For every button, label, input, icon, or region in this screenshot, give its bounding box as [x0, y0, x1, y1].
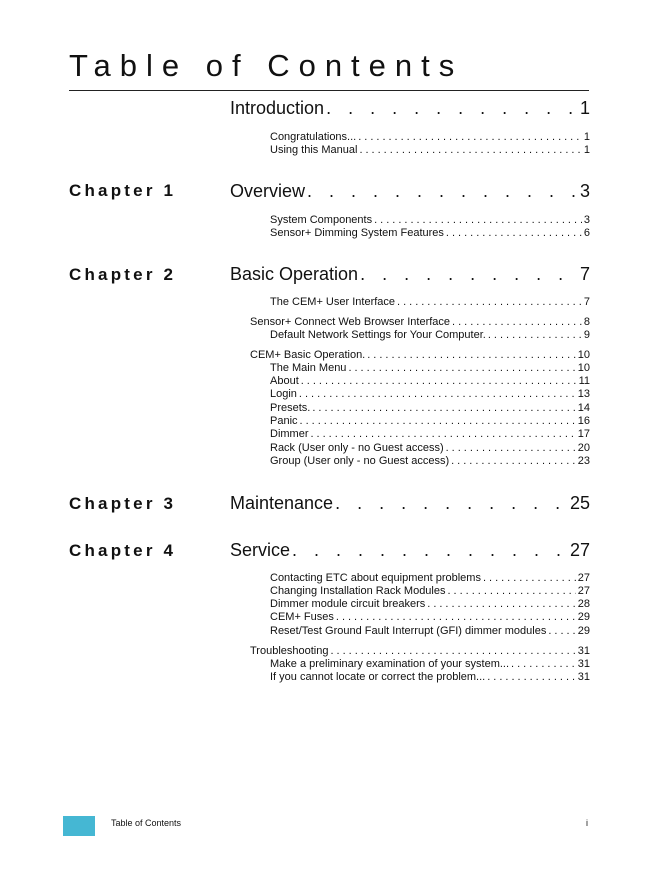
page-number: 31: [577, 671, 590, 683]
entry-title: The CEM+ User Interface: [270, 296, 396, 308]
toc-entry[interactable]: [250, 349, 590, 361]
dot-leader: [374, 214, 582, 226]
page-number: 8: [583, 316, 590, 328]
page-number: 1: [583, 144, 590, 156]
dot-leader: [360, 264, 578, 285]
entry-title: Group (User only - no Guest access): [270, 455, 450, 467]
page-number: 7: [583, 296, 590, 308]
toc-entry[interactable]: [270, 598, 590, 610]
dot-leader: [358, 131, 582, 143]
page-number: 6: [583, 227, 590, 239]
page-number: 10: [577, 349, 590, 361]
toc-entry[interactable]: [270, 388, 590, 400]
toc-entry[interactable]: [270, 428, 590, 440]
toc-entry[interactable]: [270, 329, 590, 341]
toc-entry[interactable]: [270, 671, 590, 683]
page-number: 13: [577, 388, 590, 400]
dot-leader: [367, 349, 576, 361]
toc-chapter-3[interactable]: [230, 493, 590, 514]
page-number: 20: [577, 442, 590, 454]
footer-accent-block: [63, 816, 95, 836]
entry-title: Using this Manual: [270, 144, 358, 156]
page-number: 11: [578, 375, 590, 387]
entry-title: Changing Installation Rack Modules: [270, 585, 446, 597]
dot-leader: [451, 455, 576, 467]
toc-entry[interactable]: [270, 455, 590, 467]
page-number: 31: [577, 645, 590, 657]
entry-title: Sensor+ Connect Web Browser Interface: [250, 316, 451, 328]
toc-entry[interactable]: [270, 415, 590, 427]
page-number: 1: [579, 98, 590, 118]
toc-entry[interactable]: [250, 316, 590, 328]
toc-entry[interactable]: [270, 611, 590, 623]
dot-leader: [448, 585, 576, 597]
page-number: 29: [577, 611, 590, 623]
toc-entry[interactable]: [270, 442, 590, 454]
toc-entry[interactable]: [270, 375, 590, 387]
entry-title: Sensor+ Dimming System Features: [270, 227, 444, 239]
chapter-2-label: Chapter 2: [69, 265, 177, 284]
entry-title: System Components: [270, 214, 373, 226]
entry-title: Congratulations...: [270, 131, 357, 143]
chapter-1-label: Chapter 1: [69, 181, 177, 200]
dot-leader: [335, 493, 568, 514]
page-number: 31: [577, 658, 590, 670]
dot-leader: [330, 645, 575, 657]
toc-entry[interactable]: [270, 362, 590, 374]
entry-title: Default Network Settings for Your Computer.: [270, 329, 486, 341]
chapter-4-label: Chapter 4: [69, 541, 177, 560]
entry-title: CEM+ Basic Operation.: [250, 349, 366, 361]
page-number: 27: [569, 540, 590, 560]
page-number: 28: [577, 598, 590, 610]
entry-title: Login: [270, 388, 297, 400]
entry-title: Rack (User only - no Guest access): [270, 442, 444, 454]
page-number: 3: [579, 181, 590, 201]
page-number: 17: [577, 428, 590, 440]
dot-leader: [446, 227, 582, 239]
entry-title: CEM+ Fuses: [270, 611, 334, 623]
toc-entry[interactable]: [250, 645, 590, 657]
toc-chapter-4[interactable]: [230, 540, 590, 561]
page-number: 16: [577, 415, 590, 427]
toc-entry[interactable]: [270, 585, 590, 597]
dot-leader: [359, 144, 581, 156]
entry-title: Reset/Test Ground Fault Interrupt (GFI) dimmer modules: [270, 625, 547, 637]
dot-leader: [300, 415, 576, 427]
entry-title: The Main Menu: [270, 362, 347, 374]
dot-leader: [312, 402, 575, 414]
toc-entry[interactable]: [270, 144, 590, 156]
section-title: Maintenance: [230, 493, 334, 513]
toc-chapter-1[interactable]: [230, 181, 590, 202]
entry-title: Dimmer: [270, 428, 309, 440]
dot-leader: [348, 362, 575, 374]
dot-leader: [488, 329, 582, 341]
footer-section-title: Table of Contents: [111, 818, 182, 828]
page-number: 14: [577, 402, 590, 414]
page-number: 10: [577, 362, 590, 374]
toc-entry[interactable]: [270, 214, 590, 226]
entry-title: Panic: [270, 415, 298, 427]
toc-entry[interactable]: [270, 131, 590, 143]
page-number: 23: [577, 455, 590, 467]
dot-leader: [446, 442, 576, 454]
dot-leader: [483, 572, 576, 584]
toc-entry[interactable]: [270, 402, 590, 414]
page-number: 3: [583, 214, 590, 226]
page-title: Table of Contents: [69, 48, 464, 83]
page-number: 29: [577, 625, 590, 637]
dot-leader: [299, 388, 576, 400]
section-title: Service: [230, 540, 291, 560]
section-title: Introduction: [230, 98, 325, 118]
section-title: Basic Operation: [230, 264, 359, 284]
entry-title: About: [270, 375, 299, 387]
page-number: 1: [583, 131, 590, 143]
page-number: 9: [583, 329, 590, 341]
page-number: 7: [579, 264, 590, 284]
dot-leader: [487, 671, 576, 683]
page-number: 27: [577, 585, 590, 597]
dot-leader: [311, 428, 576, 440]
dot-leader: [292, 540, 568, 561]
dot-leader: [548, 625, 575, 637]
dot-leader: [336, 611, 576, 623]
dot-leader: [511, 658, 576, 670]
dot-leader: [452, 316, 582, 328]
dot-leader: [326, 98, 578, 119]
toc-entry[interactable]: [270, 658, 590, 670]
entry-title: Contacting ETC about equipment problems: [270, 572, 481, 584]
dot-leader: [427, 598, 575, 610]
toc-entry[interactable]: [270, 227, 590, 239]
entry-title: If you cannot locate or correct the problem...: [270, 671, 486, 683]
entry-title: Dimmer module circuit breakers: [270, 598, 426, 610]
dot-leader: [301, 375, 577, 387]
footer-page-number: i: [586, 818, 588, 828]
title-divider: [69, 90, 589, 91]
toc-entry[interactable]: [270, 296, 590, 308]
chapter-3-label: Chapter 3: [69, 494, 177, 513]
toc-entry[interactable]: [270, 572, 590, 584]
page-number: 25: [569, 493, 590, 513]
entry-title: Troubleshooting: [250, 645, 329, 657]
toc-introduction[interactable]: [230, 98, 590, 119]
entry-title: Presets.: [270, 402, 311, 414]
toc-chapter-2[interactable]: [230, 264, 590, 285]
toc-entry[interactable]: [270, 625, 590, 637]
dot-leader: [307, 181, 578, 202]
page-number: 27: [577, 572, 590, 584]
dot-leader: [397, 296, 582, 308]
section-title: Overview: [230, 181, 306, 201]
entry-title: Make a preliminary examination of your system...: [270, 658, 510, 670]
